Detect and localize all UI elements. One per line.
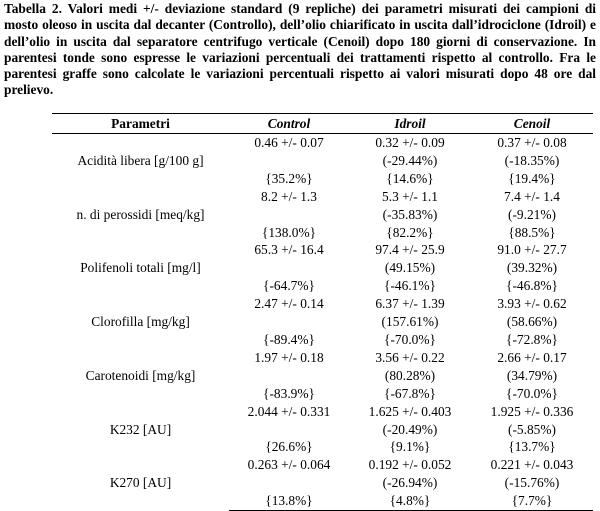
pct-vs-control-cell: (80.28%) [384, 367, 436, 383]
pct-vs-48h-cell: {-72.8%} [506, 331, 558, 347]
table-row [52, 349, 593, 367]
pct-vs-48h-cell: {-70.0%} [384, 331, 436, 347]
mean-sd-cell: 3.56 +/- 0.22 [375, 349, 445, 365]
header-control: Control [229, 114, 349, 134]
mean-sd-cell: 0.37 +/- 0.08 [497, 135, 567, 150]
pct-vs-control-cell: (-9.21%) [508, 206, 556, 222]
parameter-name: Clorofilla [mg/kg] [91, 314, 190, 330]
mean-sd-cell: 0.192 +/- 0.052 [368, 457, 452, 473]
table-row [52, 403, 593, 421]
pct-vs-48h-cell: {19.4%} [508, 170, 556, 186]
pct-vs-48h-cell: {26.6%} [265, 439, 313, 455]
pct-vs-48h-cell: {-89.4%} [263, 331, 315, 347]
pct-vs-48h-cell: {82.2%} [386, 224, 434, 240]
mean-sd-cell: 0.32 +/- 0.09 [375, 135, 445, 150]
mean-sd-cell: 2.47 +/- 0.14 [254, 296, 324, 312]
mean-sd-cell: 1.97 +/- 0.18 [254, 349, 324, 365]
mean-sd-cell: 5.3 +/- 1.1 [382, 188, 438, 204]
parameter-name: Acidità libera [g/100 g] [77, 152, 204, 168]
pct-vs-48h-cell: {35.2%} [265, 170, 313, 186]
pct-vs-48h-cell: {-46.1%} [384, 278, 436, 294]
pct-vs-control-cell: (-26.94%) [382, 475, 438, 491]
pct-vs-48h-cell: {138.0%} [261, 224, 317, 240]
table-row [52, 188, 593, 206]
mean-sd-cell: 6.37 +/- 1.39 [375, 296, 445, 312]
pct-vs-control-cell: (-5.85%) [508, 421, 556, 437]
pct-vs-control-cell: (49.15%) [384, 260, 436, 276]
pct-vs-48h-cell: {88.5%} [508, 224, 556, 240]
table-row [52, 456, 593, 474]
mean-sd-cell: 97.4 +/- 25.9 [375, 242, 445, 258]
pct-vs-48h-cell: {9.1%} [389, 439, 431, 455]
header-cenoil: Cenoil [471, 114, 593, 134]
parameter-name: K232 [AU] [109, 421, 172, 437]
pct-vs-48h-cell: {7.7%} [471, 492, 593, 510]
pct-vs-48h-cell: {-64.7%} [263, 278, 315, 294]
pct-vs-control-cell [229, 421, 349, 439]
pct-vs-48h-cell: {4.8%} [349, 492, 471, 510]
results-table [52, 113, 593, 511]
pct-vs-48h-cell: {13.8%} [229, 492, 349, 510]
pct-vs-control-cell: (-29.44%) [382, 152, 438, 168]
mean-sd-cell: 3.93 +/- 0.62 [497, 296, 567, 312]
pct-vs-48h-cell: {-70.0%} [506, 385, 558, 401]
table-body [52, 134, 593, 511]
pct-vs-control-cell [229, 152, 349, 170]
pct-vs-48h-cell: {-83.9%} [263, 385, 315, 401]
pct-vs-48h-cell: {14.6%} [386, 170, 434, 186]
table-caption: Tabella 2. Valori medi +/- deviazione standard (9 repliche) dei parametri misurati dei campioni di mosto oleoso in uscita dal decanter (Controllo), dell’olio chiarificato in uscita dall’idrociclone (Idroil) e dell’olio in uscita dal separatore centrifugo verticale (Cenoil) dopo 180 giorni di conservazione. In parentesi tonde sono espresse le variazioni percentuali dei trattamenti rispetto al controllo. Fra le parentesi graffe sono calcolate le variazioni percentuali rispetto ai valori misurati dopo 48 ore dal prelievo. [4, 1, 596, 98]
pct-vs-control-cell: (58.66%) [506, 314, 558, 330]
pct-vs-control-cell: (-18.35%) [504, 152, 560, 168]
pct-vs-control-cell: (39.32%) [506, 260, 558, 276]
pct-vs-control-cell: (34.79%) [506, 367, 558, 383]
pct-vs-48h-cell: {-46.8%} [506, 278, 558, 294]
mean-sd-cell: 1.925 +/- 0.336 [490, 403, 574, 419]
mean-sd-cell: 0.221 +/- 0.043 [490, 457, 574, 473]
pct-vs-48h-cell: {13.7%} [508, 439, 556, 455]
mean-sd-cell: 8.2 +/- 1.3 [261, 188, 317, 204]
header-row [52, 114, 593, 134]
pct-vs-control-cell: (157.61%) [381, 314, 439, 330]
parameter-name: K270 [AU] [109, 475, 172, 491]
mean-sd-cell: 7.4 +/- 1.4 [504, 188, 560, 204]
pct-vs-control-cell: (-15.76%) [504, 475, 560, 491]
pct-vs-control-cell: (-35.83%) [382, 206, 438, 222]
table-row [52, 295, 593, 313]
parameter-name: Polifenoli totali [mg/l] [80, 260, 201, 276]
parameter-name: Carotenoidi [mg/kg] [85, 367, 196, 383]
mean-sd-cell: 0.263 +/- 0.064 [247, 457, 331, 473]
parameter-name: n. di perossidi [meq/kg] [76, 206, 205, 222]
pct-vs-control-cell [229, 474, 349, 492]
header-idroil: Idroil [349, 114, 471, 134]
mean-sd-cell: 65.3 +/- 16.4 [254, 242, 324, 258]
pct-vs-control-cell [229, 313, 349, 331]
pct-vs-48h-cell: {-67.8%} [384, 385, 436, 401]
mean-sd-cell: 2.044 +/- 0.331 [247, 403, 331, 419]
mean-sd-cell: 2.66 +/- 0.17 [497, 349, 567, 365]
mean-sd-cell: 1.625 +/- 0.403 [368, 403, 452, 419]
pct-vs-control-cell [229, 206, 349, 224]
mean-sd-cell: 91.0 +/- 27.7 [497, 242, 567, 258]
pct-vs-control-cell [229, 259, 349, 277]
header-parametri: Parametri [52, 114, 229, 134]
pct-vs-control-cell [229, 367, 349, 385]
pct-vs-control-cell: (-20.49%) [382, 421, 438, 437]
table-row [52, 241, 593, 259]
table-row [52, 134, 593, 152]
mean-sd-cell: 0.46 +/- 0.07 [254, 135, 324, 150]
